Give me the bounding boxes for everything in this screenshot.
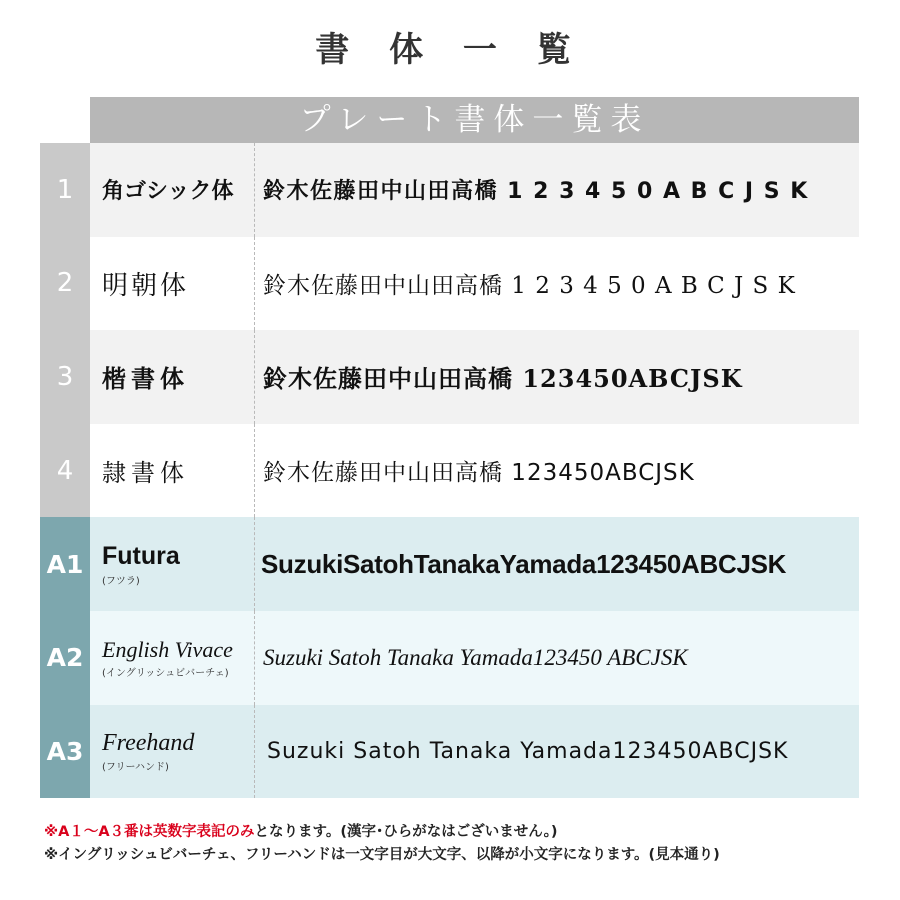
table-header: プレート書体一覧表 — [90, 97, 859, 143]
row-number: 2 — [40, 237, 90, 331]
font-sample: Suzuki Satoh Tanaka Yamada123450ABCJSK — [267, 738, 789, 764]
font-name-cell — [90, 330, 255, 424]
font-table — [40, 143, 859, 798]
font-name-reading: (フツラ) — [102, 575, 140, 587]
font-sample: Suzuki Satoh Tanaka Yamada123450 ABCJSK — [263, 644, 688, 670]
page-title: 書 体 一 覧 — [315, 30, 585, 70]
font-name: English Vivace — [102, 636, 233, 662]
row-number: 4 — [40, 424, 90, 518]
note-line-1 — [44, 821, 874, 844]
font-name-cell — [90, 611, 255, 705]
table-row — [40, 705, 859, 799]
font-name: 隷書体 — [102, 459, 189, 488]
font-name-cell — [90, 143, 255, 237]
row-number: 3 — [40, 330, 90, 424]
note-text: となります。(漢字･ひらがなはございません。) — [254, 824, 558, 840]
font-name-cell — [90, 517, 255, 611]
font-name: Futura — [102, 541, 180, 570]
font-sample: 鈴木佐藤田中山田高橋 1 2 3 4 5 0 A B C J S K — [263, 272, 796, 299]
table-row — [40, 424, 859, 518]
table-row — [40, 611, 859, 705]
font-name: 楷書体 — [102, 364, 189, 394]
font-name: 角ゴシック体 — [102, 179, 234, 205]
notes — [44, 821, 874, 867]
table-row — [40, 237, 859, 331]
font-sample: 鈴木佐藤田中山田高橋 123450ABCJSK — [263, 460, 695, 487]
table-row — [40, 517, 859, 611]
font-name-cell — [90, 424, 255, 518]
table-row — [40, 330, 859, 424]
note-highlight: ※A１～A３番は英数字表記のみ — [44, 824, 255, 840]
font-sample: 鈴木佐藤田中山田高橋 123450ABCJSK — [263, 364, 743, 394]
row-number: A2 — [40, 611, 90, 705]
note-line-2: ※イングリッシュビバーチェ、フリーハンドは一文字目が大文字、以降が小文字になります。(見本通り) — [44, 847, 720, 863]
font-sample: 鈴木佐藤田中山田高橋 1 2 3 4 5 0 A B C J S K — [263, 179, 809, 205]
table-row — [40, 143, 859, 237]
font-name: 明朝体 — [102, 270, 190, 301]
font-name-reading: (イングリッシュビバーチェ) — [102, 667, 229, 679]
row-number: A1 — [40, 517, 90, 611]
font-name-cell — [90, 237, 255, 331]
font-sample: SuzukiSatohTanakaYamada123450ABCJSK — [261, 548, 787, 579]
font-name-reading: (フリーハンド) — [102, 761, 169, 773]
font-name: Freehand — [102, 729, 195, 756]
row-number: A3 — [40, 705, 90, 799]
font-name-cell — [90, 705, 255, 799]
row-number: 1 — [40, 143, 90, 237]
